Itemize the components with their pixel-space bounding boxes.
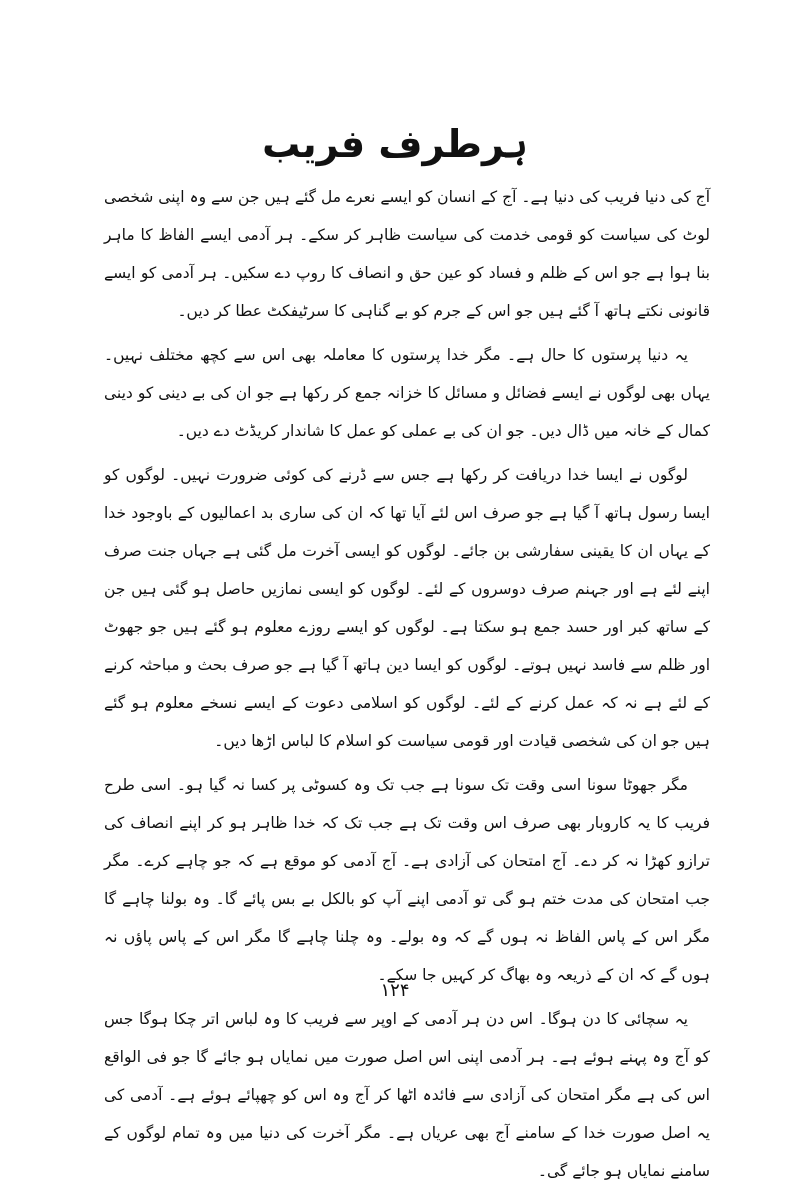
document-body bbox=[104, 178, 710, 1196]
paragraph-3: لوگوں نے ایسا خدا دریافت کر رکھا ہے جس سے ڈرنے کی کوئی ضرورت نہیں۔ لوگوں کو ایسا رسول ہاتھ آ گیا ہے جو صرف اس لئے آیا تھا کہ ان کی ساری بد اعمالیوں کے باوجود خدا کے یہاں ان کا یقینی سفارشی بن جائے۔ لوگوں کو ایسی آخرت مل گئی ہے جہاں جنت صرف اپنے لئے ہے اور جہنم صرف دوسروں کے لئے۔ لوگوں کو ایسی نمازیں حاصل ہو گئی ہیں جن کے ساتھ کبر اور حسد جمع ہو سکتا ہے۔ لوگوں کو ایسے روزے معلوم ہو گئے ہیں جو جھوٹ اور ظلم سے فاسد نہیں ہوتے۔ لوگوں کو ایسا دین ہاتھ آ گیا ہے جو صرف بحث و مباحثہ کرنے کے لئے ہے نہ کہ عمل کرنے کے لئے۔ لوگوں کو اسلامی دعوت کے ایسے نسخے معلوم ہو گئے ہیں جو ان کی شخصی قیادت اور قومی سیاست کو اسلام کا لباس اڑھا دیں۔ bbox=[104, 466, 710, 750]
paragraph-4: مگر جھوٹا سونا اسی وقت تک سونا ہے جب تک وہ کسوٹی پر کسا نہ گیا ہو۔ اسی طرح فریب کا یہ کاروبار بھی صرف اس وقت تک ہے جب تک کہ خدا ظاہر ہو کر اپنے انصاف کی ترازو کھڑا نہ کر دے۔ آج امتحان کی آزادی ہے۔ آج آدمی کو موقع ہے کہ جو چاہے کرے۔ مگر جب امتحان کی مدت ختم ہو گی تو آدمی اپنے آپ کو بالکل بے بس پائے گا۔ وہ بولنا چاہے گا مگر اس کے پاس الفاظ نہ ہوں گے کہ وہ بولے۔ وہ چلنا چاہے گا مگر اس کے پاس پاؤں نہ ہوں گے کہ ان کے ذریعہ وہ بھاگ کر کہیں جا سکے۔ bbox=[104, 776, 710, 984]
page-title: ہرطرف فریب bbox=[262, 122, 528, 166]
paragraph-2: یہ دنیا پرستوں کا حال ہے۔ مگر خدا پرستوں کا معاملہ بھی اس سے کچھ مختلف نہیں۔ یہاں بھی لوگوں نے ایسے فضائل و مسائل کا خزانہ جمع کر رکھا ہے جو ان کی بے دینی کو دینی کمال کے خانہ میں ڈال دیں۔ جو ان کی بے عملی کو عمل کا شاندار کریڈٹ دے دیں۔ bbox=[104, 346, 710, 440]
paragraph-1: آج کی دنیا فریب کی دنیا ہے۔ آج کے انسان کو ایسے نعرے مل گئے ہیں جن سے وہ اپنی شخصی لوٹ کی سیاست کو قومی خدمت کی سیاست ظاہر کر سکے۔ ہر آدمی ایسے الفاظ کا ماہر بنا ہوا ہے جو اس کے ظلم و فساد کو عین حق و انصاف کا روپ دے سکیں۔ ہر آدمی کو ایسے قانونی نکتے ہاتھ آ گئے ہیں جو اس کے جرم کو بے گناہی کا سرٹیفکٹ عطا کر دیں۔ bbox=[104, 188, 710, 320]
paragraph-5: یہ سچائی کا دن ہوگا۔ اس دن ہر آدمی کے اوپر سے فریب کا وہ لباس اتر چکا ہوگا جس کو آج وہ پہنے ہوئے ہے۔ ہر آدمی اپنی اس اصل صورت میں نمایاں ہو جائے گا جو فی الواقع اس کی ہے مگر امتحان کی آزادی سے فائدہ اٹھا کر آج وہ اس کو چھپائے ہوئے ہے۔ آدمی کی یہ اصل صورت خدا کے سامنے آج بھی عریاں ہے۔ مگر آخرت کی دنیا میں وہ تمام لوگوں کے سامنے نمایاں ہو جائے گی۔ bbox=[104, 1010, 710, 1180]
page-number: ۱۲۴ bbox=[380, 980, 410, 1001]
